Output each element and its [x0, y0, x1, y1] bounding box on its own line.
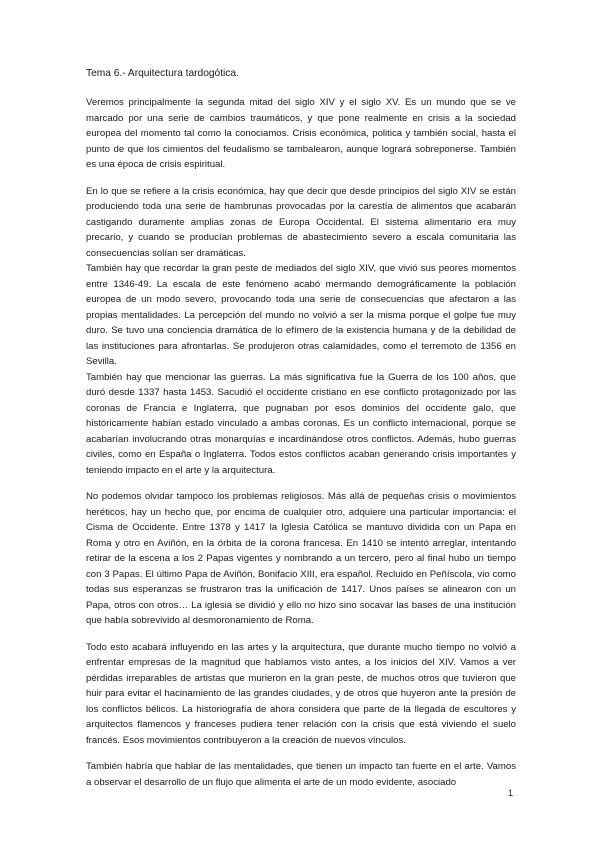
paragraph-mentalities: También habría que hablar de las mentalidades, que tienen un impacto tan fuerte en el arte. Vamos a observar el desarrollo de un flujo que alimenta el arte de un modo evidente, asociado — [86, 761, 516, 788]
paragraph-wars: También hay que mencionar las guerras. La más significativa fue la Guerra de los 100 años, que duró desde 1337 hasta 1453. Sacudió el occidente cristiano en ese conflicto protagonizado por las coronas de Francia e Inglaterra, que pugnaban por esos dominios del occidente galo, que históricamente habían estado vinculado a ambas coronas. Es un conflicto internacional, porque se acabarían involucrando otras monarquías e incardinándose otros conflictos. Además, hubo guerras civiles, como en España o Inglaterra. Todos estos conflictos acaban generando crisis importantes y teniendo impacto en el arte y la arquitectura. — [86, 371, 516, 476]
paragraph-economic-crisis: En lo que se refiere a la crisis económica, hay que decir que desde principios del siglo XIV se están produciendo toda una serie de hambrunas provocadas por la carestía de alimentos que acabarán castigando duramente amplias zonas de Europa Occidental. El sistema alimentario era muy precario, y cuando se producían problemas de abastecimiento severo a escala comunitaria las consecuencias solían ser dramáticas. — [86, 185, 516, 259]
paragraph-arts-influence: Todo esto acabará influyendo en las artes y la arquitectura, que durante mucho tiempo no volvió a enfrentar empresas de la magnitud que habíamos visto antes, a los inicios del XIV. Vamos a ver pérdidas irreparables de artistas que murieron en la gran peste, de muchos otros que tuvieron que huir para evitar el hacinamiento de las grandes ciudades, y de otros que huyeron ante la presión de los conflictos bélicos. La historiografía de ahora considera que parte de la llegada de escultores y arquitectos flamencos y franceses pudiera tener relación con la crisis que está viviendo el suelo francés. Esos movimientos contribuyeron a la creación de nuevos vínculos. — [86, 641, 516, 746]
page-number: 1 — [508, 788, 514, 798]
paragraph-intro: Veremos principalmente la segunda mitad del siglo XIV y el siglo XV. Es un mundo que se ve marcado por una serie de cambios traumáticos, y que pone realmente en crisis a la sociedad europea del momento tal como la conociamos. Crisis económica, politica y también social, hasta el punto de que los cimientos del feudalismo se tambalearon, aunque logrará sobreponerse. También es una época de crisis espiritual. — [86, 97, 516, 170]
document-page — [86, 66, 516, 790]
paragraph-plague: También hay que recordar la gran peste de mediados del siglo XIV, que vivió sus peores momentos entre 1346-49. La escala de este fenómeno acabó mermando demográficamente la población europea de un modo severo, provocando toda una serie de consecuencias que afectaron a las propias mentalidades. La percepción del mundo no volvió a ser la misma porque el golpe fue muy duro. Se tuvo una conciencia dramática de lo efímero de la existencia humana y de la debilidad de las instituciones para afrontarlas. Se produjeron otras calamidades, como el terremoto de 1356 en Sevilla. — [86, 263, 516, 367]
document-title: Tema 6.- Arquitectura tardogótica. — [86, 68, 239, 79]
paragraph-religious-problems: No podemos olvidar tampoco los problemas religiosos. Más allá de pequeñas crisis o movimientos heréticos, hay un hecho que, por encima de cualquier otro, adquiere una particular importancia: el Cisma de Occidente. Entre 1378 y 1417 la Iglesia Católica se mantuvo dividida con un Papa en Roma y otro en Aviñón, en la órbita de la corona francesa. En 1410 se intentó arreglar, intentando retirar de la escena a los 2 Papas vigentes y nombrando a un tercero, pero al final hubo un tiempo con 3 Papas. El último Papa de Aviñón, Bonifacio XIII, era español. Recluido en Peñíscola, vio como todas sus esperanzas se frustraron tras la unificación de 1417. Unos países se alinearon con un Papa, otros con otros… La iglesia se dividió y ello no hizo sino socavar las bases de una institución que había sobrevivido al desmoronamiento de Roma. — [86, 491, 516, 626]
